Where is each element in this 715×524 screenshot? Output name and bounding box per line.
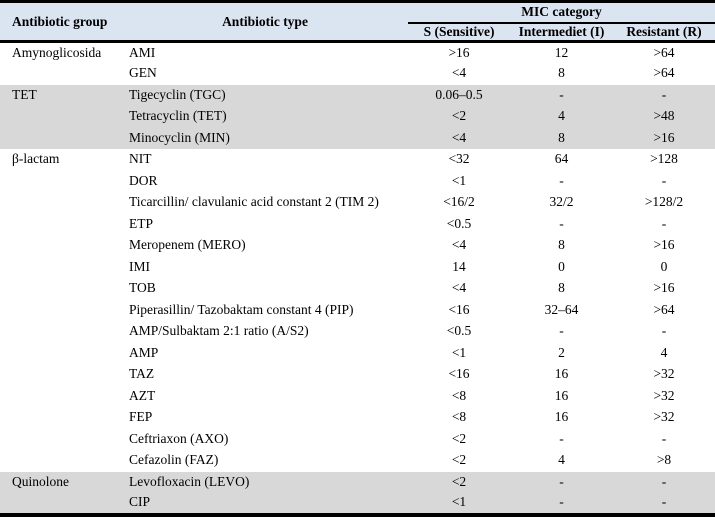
- table-row: [0, 171, 715, 193]
- table-row: [0, 407, 715, 429]
- group-name-cell: [0, 321, 122, 343]
- resistant-value-cell: >128/2: [613, 192, 715, 214]
- antibiotic-type-cell: AMI: [122, 42, 408, 64]
- intermediate-value-cell: -: [510, 321, 613, 343]
- resistant-value-cell: -: [613, 429, 715, 451]
- table-row: [0, 386, 715, 408]
- group-name-cell: [0, 192, 122, 214]
- resistant-value-cell: >64: [613, 42, 715, 64]
- table-row: [0, 493, 715, 515]
- antibiotic-type-cell: AMP: [122, 343, 408, 365]
- table-body: [0, 42, 715, 515]
- resistant-value-cell: -: [613, 472, 715, 494]
- mic-category-header: MIC category: [408, 2, 715, 23]
- antibiotic-type-cell: AMP/Sulbaktam 2:1 ratio (A/S2): [122, 321, 408, 343]
- antibiotic-group-header: Antibiotic group: [0, 2, 122, 42]
- table-row: [0, 85, 715, 107]
- sensitive-value-cell: <8: [408, 386, 510, 408]
- sensitive-value-cell: <2: [408, 429, 510, 451]
- intermediate-value-cell: 8: [510, 278, 613, 300]
- sensitive-value-cell: <16: [408, 364, 510, 386]
- intermediate-value-cell: -: [510, 85, 613, 107]
- intermediate-value-cell: 16: [510, 364, 613, 386]
- intermediate-value-cell: 0: [510, 257, 613, 279]
- resistant-value-cell: >128: [613, 149, 715, 171]
- table-row: [0, 321, 715, 343]
- intermediate-value-cell: 8: [510, 63, 613, 85]
- table-row: [0, 472, 715, 494]
- resistant-value-cell: >32: [613, 407, 715, 429]
- intermediate-header: Intermediet (I): [510, 23, 613, 42]
- group-name-cell: [0, 235, 122, 257]
- table-row: [0, 106, 715, 128]
- resistant-value-cell: -: [613, 321, 715, 343]
- sensitive-value-cell: 14: [408, 257, 510, 279]
- group-name-cell: [0, 214, 122, 236]
- resistant-value-cell: >64: [613, 300, 715, 322]
- intermediate-value-cell: 16: [510, 407, 613, 429]
- sensitive-value-cell: <2: [408, 106, 510, 128]
- group-name-cell: [0, 128, 122, 150]
- resistant-value-cell: 4: [613, 343, 715, 365]
- group-name-cell: [0, 386, 122, 408]
- antibiotic-type-cell: Ceftriaxon (AXO): [122, 429, 408, 451]
- antibiotic-type-cell: Levofloxacin (LEVO): [122, 472, 408, 494]
- antibiotic-type-cell: FEP: [122, 407, 408, 429]
- antibiotic-type-cell: Ticarcillin/ clavulanic acid constant 2 (TIM 2): [122, 192, 408, 214]
- intermediate-value-cell: -: [510, 429, 613, 451]
- table-row: [0, 450, 715, 472]
- sensitive-value-cell: <2: [408, 450, 510, 472]
- intermediate-value-cell: 4: [510, 450, 613, 472]
- sensitive-value-cell: <4: [408, 235, 510, 257]
- intermediate-value-cell: -: [510, 214, 613, 236]
- intermediate-value-cell: 32/2: [510, 192, 613, 214]
- resistant-value-cell: 0: [613, 257, 715, 279]
- intermediate-value-cell: 64: [510, 149, 613, 171]
- table-row: [0, 429, 715, 451]
- intermediate-value-cell: 16: [510, 386, 613, 408]
- table-row: [0, 364, 715, 386]
- group-name-cell: Quinolone: [0, 472, 122, 494]
- resistant-header: Resistant (R): [613, 23, 715, 42]
- resistant-value-cell: >32: [613, 364, 715, 386]
- group-name-cell: β-lactam: [0, 149, 122, 171]
- group-name-cell: [0, 429, 122, 451]
- table-row: [0, 343, 715, 365]
- group-name-cell: [0, 171, 122, 193]
- resistant-value-cell: >16: [613, 278, 715, 300]
- resistant-value-cell: >48: [613, 106, 715, 128]
- antibiotic-type-cell: Cefazolin (FAZ): [122, 450, 408, 472]
- group-name-cell: [0, 450, 122, 472]
- sensitive-value-cell: <16/2: [408, 192, 510, 214]
- table-header: [0, 2, 715, 42]
- sensitive-value-cell: 0.06–0.5: [408, 85, 510, 107]
- sensitive-value-cell: <4: [408, 128, 510, 150]
- group-name-cell: Amynoglicosida: [0, 42, 122, 64]
- table-row: [0, 192, 715, 214]
- group-name-cell: [0, 278, 122, 300]
- group-name-cell: [0, 300, 122, 322]
- resistant-value-cell: >64: [613, 63, 715, 85]
- antibiotic-type-cell: Meropenem (MERO): [122, 235, 408, 257]
- group-name-cell: TET: [0, 85, 122, 107]
- sensitive-value-cell: <16: [408, 300, 510, 322]
- intermediate-value-cell: 8: [510, 235, 613, 257]
- table-row: [0, 300, 715, 322]
- sensitive-header: S (Sensitive): [408, 23, 510, 42]
- resistant-value-cell: -: [613, 85, 715, 107]
- sensitive-value-cell: <4: [408, 63, 510, 85]
- table-row: [0, 149, 715, 171]
- sensitive-value-cell: <4: [408, 278, 510, 300]
- table-row: [0, 63, 715, 85]
- sensitive-value-cell: <0.5: [408, 321, 510, 343]
- intermediate-value-cell: -: [510, 472, 613, 494]
- resistant-value-cell: >32: [613, 386, 715, 408]
- resistant-value-cell: -: [613, 214, 715, 236]
- group-name-cell: [0, 493, 122, 515]
- sensitive-value-cell: <8: [408, 407, 510, 429]
- intermediate-value-cell: 4: [510, 106, 613, 128]
- table-row: [0, 42, 715, 64]
- antibiotic-type-cell: TOB: [122, 278, 408, 300]
- antibiotic-type-cell: NIT: [122, 149, 408, 171]
- table-row: [0, 214, 715, 236]
- antibiotic-type-cell: DOR: [122, 171, 408, 193]
- group-name-cell: [0, 257, 122, 279]
- resistant-value-cell: >8: [613, 450, 715, 472]
- group-name-cell: [0, 106, 122, 128]
- sensitive-value-cell: <1: [408, 171, 510, 193]
- sensitive-value-cell: <2: [408, 472, 510, 494]
- antibiotic-type-header: Antibiotic type: [122, 2, 408, 42]
- resistant-value-cell: >16: [613, 235, 715, 257]
- resistant-value-cell: >16: [613, 128, 715, 150]
- sensitive-value-cell: <1: [408, 493, 510, 515]
- intermediate-value-cell: 32–64: [510, 300, 613, 322]
- intermediate-value-cell: -: [510, 171, 613, 193]
- antibiotic-type-cell: Tigecyclin (TGC): [122, 85, 408, 107]
- group-name-cell: [0, 364, 122, 386]
- antibiotic-type-cell: IMI: [122, 257, 408, 279]
- group-name-cell: [0, 63, 122, 85]
- intermediate-value-cell: 2: [510, 343, 613, 365]
- table-row: [0, 128, 715, 150]
- intermediate-value-cell: 12: [510, 42, 613, 64]
- sensitive-value-cell: <0.5: [408, 214, 510, 236]
- antibiotic-type-cell: AZT: [122, 386, 408, 408]
- antibiotic-type-cell: GEN: [122, 63, 408, 85]
- antibiotic-type-cell: Piperasillin/ Tazobaktam constant 4 (PIP): [122, 300, 408, 322]
- resistant-value-cell: -: [613, 493, 715, 515]
- antibiotic-type-cell: ETP: [122, 214, 408, 236]
- sensitive-value-cell: <1: [408, 343, 510, 365]
- group-name-cell: [0, 407, 122, 429]
- table-row: [0, 235, 715, 257]
- table-row: [0, 278, 715, 300]
- antibiotic-type-cell: Minocyclin (MIN): [122, 128, 408, 150]
- sensitive-value-cell: <32: [408, 149, 510, 171]
- table-row: [0, 257, 715, 279]
- antibiotic-type-cell: TAZ: [122, 364, 408, 386]
- sensitive-value-cell: >16: [408, 42, 510, 64]
- intermediate-value-cell: -: [510, 493, 613, 515]
- resistant-value-cell: -: [613, 171, 715, 193]
- intermediate-value-cell: 8: [510, 128, 613, 150]
- group-name-cell: [0, 343, 122, 365]
- antibiotic-type-cell: Tetracyclin (TET): [122, 106, 408, 128]
- antibiotic-type-cell: CIP: [122, 493, 408, 515]
